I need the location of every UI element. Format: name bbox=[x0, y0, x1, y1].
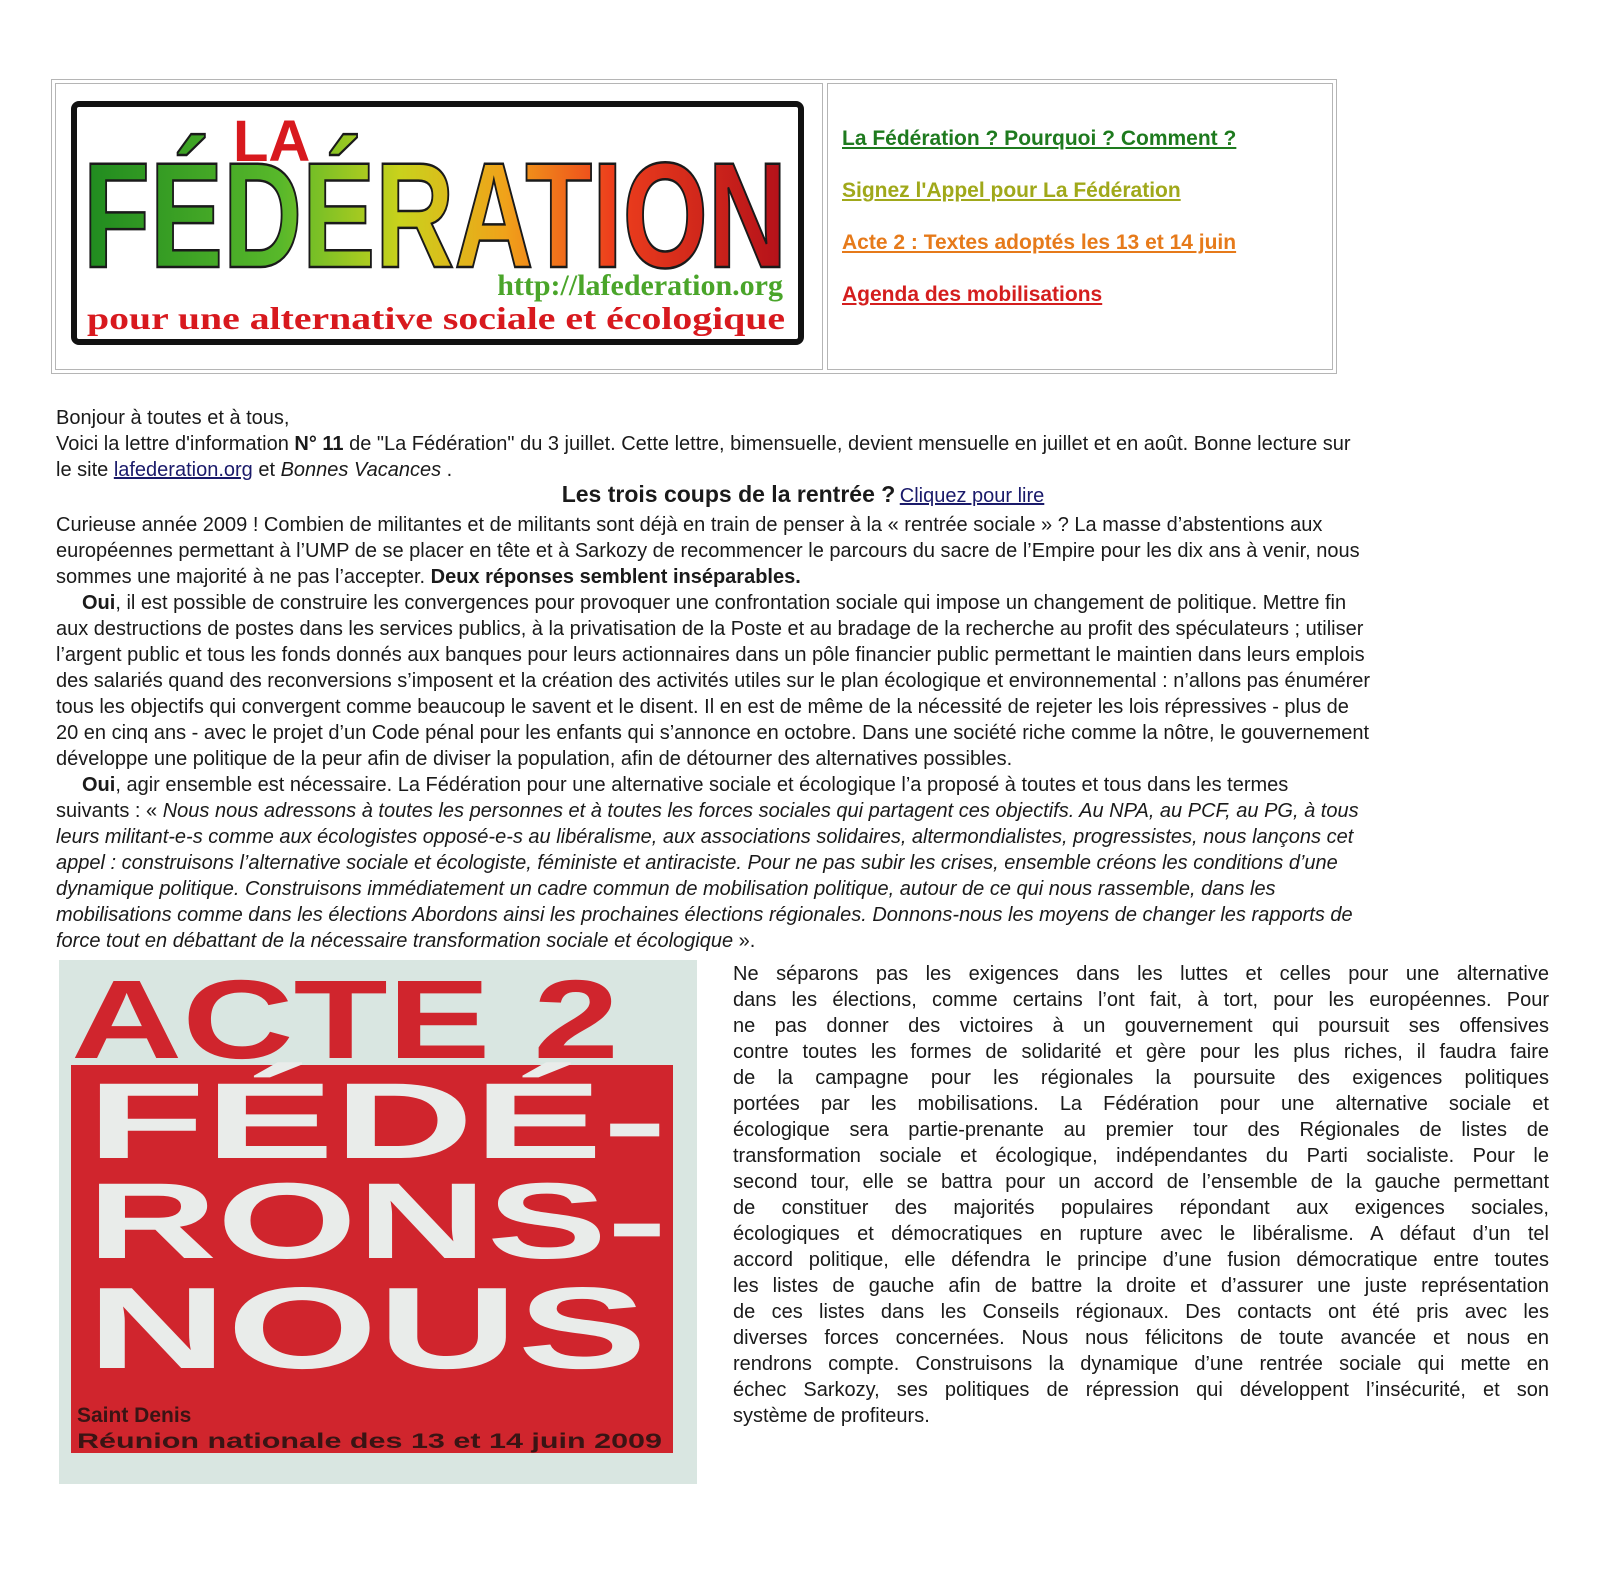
nav-links-cell bbox=[827, 83, 1333, 370]
poster-event: Réunion nationale des 13 et 14 juin 2009 bbox=[77, 1430, 662, 1453]
column-line: accord politique, elle défendra le principe d’une fusion démocratique entre toutes bbox=[733, 1249, 1549, 1271]
poster-line-fede: FÉDÉ- bbox=[87, 1060, 667, 1181]
column-line: portées par les mobilisations. La Fédération pour une alternative sociale et bbox=[733, 1093, 1549, 1115]
article-title bbox=[56, 481, 1550, 508]
intro-text: le site bbox=[56, 459, 114, 481]
nav-link-agenda[interactable]: Agenda des mobilisations bbox=[842, 283, 1103, 306]
column-line: ne pas donner des victoires à un gouvernement qui poursuit ses offensives bbox=[733, 1015, 1549, 1037]
intro-italic: Bonnes Vacances bbox=[280, 459, 442, 481]
intro-text: . bbox=[441, 459, 453, 481]
column-line: échec Sarkozy, ses politiques de répression qui développent l’insécurité, et son bbox=[733, 1379, 1549, 1401]
federation-logo-art bbox=[77, 107, 798, 339]
poster-line-acte: ACTE 2 bbox=[71, 960, 619, 1082]
header-table bbox=[51, 79, 1337, 374]
nav-link-signez-appel[interactable]: Signez l'Appel pour La Fédération bbox=[842, 179, 1181, 202]
read-more-link[interactable]: Cliquez pour lire bbox=[899, 485, 1045, 507]
logo-url: http://lafederation.org bbox=[497, 269, 783, 302]
quote-text: force tout en débattant de la nécessaire transformation sociale et écologique bbox=[56, 930, 734, 952]
intro-text: de "La Fédération" du 3 juillet. Cette lettre, bimensuelle, devient mensuelle en juillet et en août. Bonne lecture sur bbox=[343, 433, 1351, 455]
quote-line: dynamique politique. Construisons immédiatement un cadre commun de mobilisation politique, autour de ce qui nous rassemble, dans les bbox=[56, 878, 1276, 900]
column-line: contre toutes les formes de solidarité et gère pour les plus riches, il faudra faire bbox=[733, 1041, 1549, 1063]
paragraph-line: 20 en cinq ans - avec le projet d’un Code pénal pour les enfants qui s’annonce en octobre. Dans une société riche comme la nôtre, le gouvernement bbox=[56, 722, 1370, 744]
paragraph-line: aux destructions de postes dans les services publics, à la privatisation de la Poste et au bradage de la recherche au profit des spéculateurs ; utiliser bbox=[56, 618, 1364, 640]
logo-tagline: pour une alternative sociale et écologique bbox=[87, 300, 785, 336]
paragraph-bold: Deux réponses semblent inséparables. bbox=[430, 566, 801, 588]
federation-logo bbox=[71, 101, 804, 345]
paragraph-line bbox=[56, 590, 1576, 616]
paragraph-text: , agir ensemble est nécessaire. La Fédération pour une alternative sociale et écologique l’a proposé à toutes et tous dans les termes bbox=[115, 774, 1289, 796]
paragraph-line: Curieuse année 2009 ! Combien de militantes et de militants sont déjà en train de penser à la « rentrée sociale » ? La masse d’abstentions aux bbox=[56, 514, 1323, 536]
article-title-text: Les trois coups de la rentrée ? bbox=[561, 481, 896, 507]
column-line: écologiques et démocratiques en rupture avec le libéralisme. A défaut d’un tel bbox=[733, 1223, 1549, 1245]
column-line: diverses forces concernées. Nous nous félicitons de toute avancée et nous en bbox=[733, 1327, 1549, 1349]
logo-la: LA bbox=[233, 109, 311, 174]
paragraph-text: , il est possible de construire les convergences pour provoquer une confrontation sociale qui impose un changement de politique. Mettre fin bbox=[115, 592, 1347, 614]
paragraph-text: sommes une majorité à ne pas l’accepter. bbox=[56, 566, 431, 588]
poster-art bbox=[59, 960, 697, 1484]
paragraph-line: européennes permettant à l’UMP de se placer en tête et à Sarkozy de recommencer le parcours du sacre de l’Empire pour les dix ans à venir, nous bbox=[56, 540, 1360, 562]
column-line: Ne séparons pas les exigences dans les luttes et celles pour une alternative bbox=[733, 963, 1549, 985]
paragraph-line: l’argent public et tous les fonds donnés aux banques pour leurs actionnaires dans un pôle financier public permettant le maintien dans leurs emplois bbox=[56, 644, 1365, 666]
acte-2-poster bbox=[59, 960, 697, 1484]
column-line: de la campagne pour les régionales la poursuite des exigences politiques bbox=[733, 1067, 1549, 1089]
quote-line: mobilisations comme dans les élections Abordons ainsi les prochaines élections régionales. Donnons-nous les moyens de changer les rapports de bbox=[56, 904, 1353, 926]
nav-link-acte-2-textes[interactable]: Acte 2 : Textes adoptés les 13 et 14 juin bbox=[842, 231, 1237, 254]
paragraph-line: développe une politique de la peur afin de diviser la population, afin de détourner des alternatives possibles. bbox=[56, 748, 1013, 770]
column-line: écologique sera partie-prenante au premier tour des Régionales de listes de bbox=[733, 1119, 1549, 1141]
nav-link-pourquoi[interactable]: La Fédération ? Pourquoi ? Comment ? bbox=[842, 127, 1237, 150]
site-link[interactable]: lafederation.org bbox=[113, 459, 253, 481]
quote-line: appel : construisons l’alternative sociale et écologiste, féministe et antiraciste. Pour ne pas subir les crises, ensemble créons les conditions d’une bbox=[56, 852, 1338, 874]
logo-federation: FÉDÉRATION bbox=[83, 131, 787, 299]
paragraph-bold: Oui bbox=[82, 774, 116, 796]
poster-place: Saint Denis bbox=[77, 1404, 192, 1427]
paragraph-text: ». bbox=[733, 930, 756, 952]
column-line: de constituer des majorités populaires répondant aux exigences sociales, bbox=[733, 1197, 1549, 1219]
intro-text: et bbox=[252, 459, 281, 481]
column-line: de ces listes dans les Conseils régionaux. Des contacts ont été pris avec les bbox=[733, 1301, 1549, 1323]
column-line: système de profiteurs. bbox=[733, 1405, 930, 1427]
paragraph-line bbox=[56, 564, 1550, 590]
column-line: transformation sociale et écologique, indépendantes du Parti socialiste. Pour le bbox=[733, 1145, 1549, 1167]
intro-line bbox=[56, 457, 1550, 483]
intro-line bbox=[56, 431, 1550, 457]
paragraph-line: tous les objectifs qui convergent comme beaucoup le savent et le disent. Il en est de même de la nécessité de rejeter les lois répressives - plus de bbox=[56, 696, 1349, 718]
logo-cell bbox=[55, 83, 823, 370]
column-line: les listes de gauche afin de battre la droite et d’assurer une juste représentation bbox=[733, 1275, 1549, 1297]
quote-line bbox=[56, 928, 1550, 954]
column-line: dans les élections, comme certains l’ont fait, à tort, pour les européennes. Pour bbox=[733, 989, 1549, 1011]
intro-text: Voici la lettre d'information bbox=[56, 433, 295, 455]
paragraph-bold: Oui bbox=[82, 592, 116, 614]
column-line: rendrons compte. Construisons la dynamique d’une rentrée sociale qui mette en bbox=[733, 1353, 1549, 1375]
paragraph-text: suivants : « bbox=[56, 800, 163, 822]
quote-line: leurs militant-e-s comme aux écologistes opposé-e-s au libéralisme, aux associations solidaires, altermondialistes, progressistes, nous lançons cet bbox=[56, 826, 1354, 848]
paragraph-line bbox=[56, 798, 1550, 824]
column-line: second tour, elle se battra pour un accord de l’ensemble de la gauche permettant bbox=[733, 1171, 1549, 1193]
paragraph-line: des salariés quand des reconversions s’imposent et la création des activités utiles sur le plan écologique et environnemental : n’allons pas énumérer bbox=[56, 670, 1371, 692]
paragraph-line bbox=[56, 772, 1576, 798]
intro-greeting: Bonjour à toutes et à tous, bbox=[56, 407, 290, 429]
poster-line-rons: RONS- bbox=[87, 1160, 667, 1281]
issue-number: N° 11 bbox=[294, 433, 344, 455]
poster-line-nous: NOUS bbox=[87, 1263, 647, 1393]
quote-text: Nous nous adressons à toutes les personnes et à toutes les forces sociales qui partagent ces objectifs. Au NPA, au PCF, au PG, à tous bbox=[162, 800, 1359, 822]
